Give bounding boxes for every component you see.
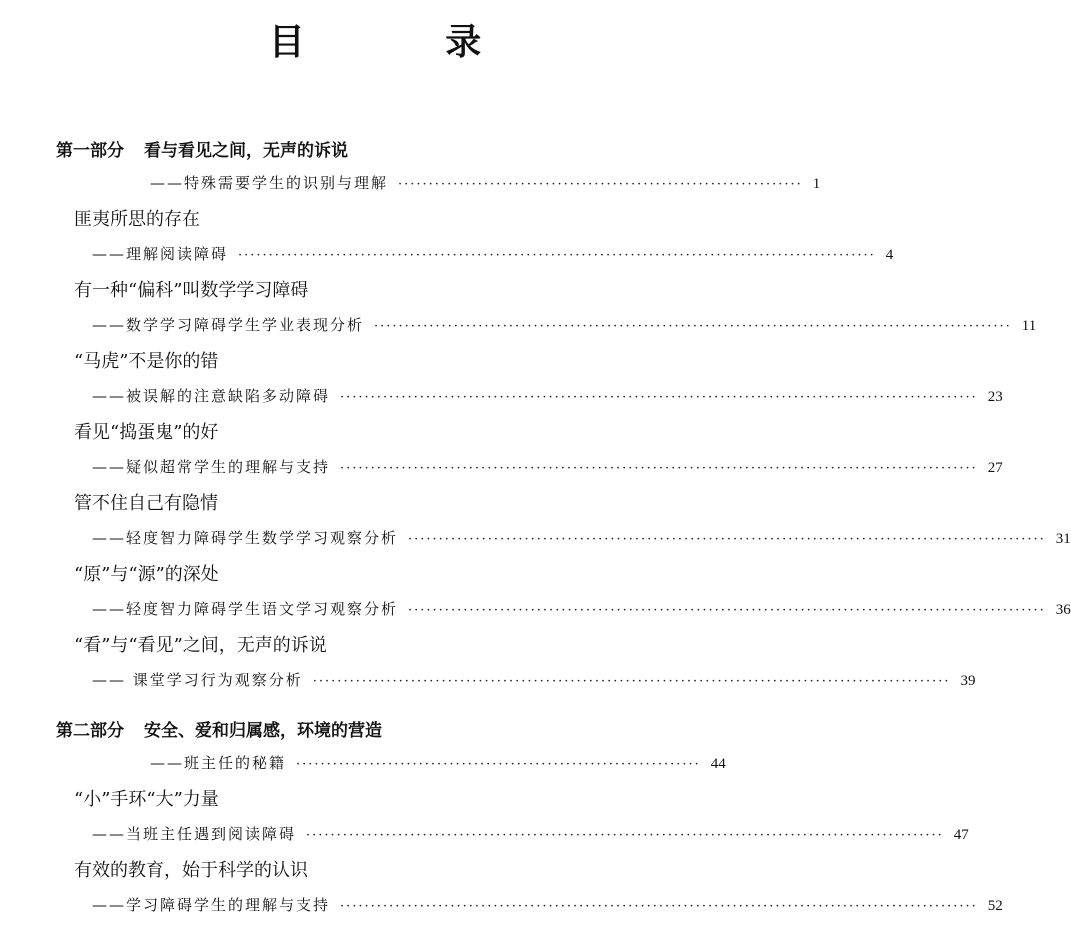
chapter-subtitle: ——数学学习障碍学生学业表现分析 (92, 316, 365, 334)
part-title: 安全、爱和归属感，环境的营造 (144, 721, 382, 741)
toc-entry[interactable] (92, 823, 969, 844)
toc-entry[interactable] (92, 456, 1003, 477)
dot-leader: ········································································································ (374, 319, 1012, 334)
chapter-title[interactable]: 管不住自己有隐情 (74, 493, 218, 514)
chapter-title[interactable]: “看”与“看见”之间，无声的诉说 (74, 635, 327, 656)
chapter-subtitle: ——当班主任遇到阅读障碍 (92, 825, 297, 843)
toc-entry[interactable] (92, 385, 1003, 406)
dot-leader: ········································································································ (340, 390, 978, 405)
part-subtitle: ——特殊需要学生的识别与理解 (150, 174, 389, 192)
chapter-title[interactable]: “小”手环“大”力量 (74, 789, 219, 810)
page-number: 52 (987, 898, 1003, 914)
dot-leader: ········································································································ (238, 248, 876, 263)
chapter-title[interactable]: 有效的教育，始于科学的认识 (74, 860, 308, 881)
page-number: 4 (885, 247, 894, 263)
page-number: 36 (1055, 602, 1071, 618)
page-number: 27 (987, 460, 1003, 476)
chapter-subtitle: ——疑似超常学生的理解与支持 (92, 458, 331, 476)
page-number: 11 (1021, 318, 1037, 334)
page-number: 23 (987, 389, 1003, 405)
chapter-title[interactable]: “原”与“源”的深处 (74, 564, 219, 585)
page-number: 39 (960, 673, 976, 689)
part-label: 第一部分 (56, 141, 124, 161)
dot-leader: ·································································· (398, 177, 803, 192)
page-title: 目 录 (268, 21, 546, 63)
part-subtitle: ——班主任的秘籍 (150, 754, 287, 772)
page-number: 1 (812, 176, 821, 192)
chapter-subtitle: —— 课堂学习行为观察分析 (92, 671, 303, 689)
chapter-title[interactable]: 匪夷所思的存在 (74, 209, 200, 230)
toc-entry[interactable] (92, 314, 1037, 335)
dot-leader: ········································································································ (340, 899, 978, 914)
toc-entry-part-2[interactable] (150, 752, 726, 773)
chapter-title[interactable]: 有一种“偏科”叫数学学习障碍 (74, 280, 309, 301)
chapter-subtitle: ——理解阅读障碍 (92, 245, 229, 263)
dot-leader: ········································································································ (340, 461, 978, 476)
chapter-subtitle: ——学习障碍学生的理解与支持 (92, 896, 331, 914)
chapter-subtitle: ——被误解的注意缺陷多动障碍 (92, 387, 331, 405)
toc-entry-part-1[interactable] (150, 172, 821, 193)
dot-leader: ········································································································ (408, 532, 1046, 547)
chapter-title[interactable]: 看见“捣蛋鬼”的好 (74, 422, 219, 443)
page-number: 44 (710, 756, 726, 772)
dot-leader: ········································································································ (312, 674, 951, 689)
chapter-subtitle: ——轻度智力障碍学生数学学习观察分析 (92, 529, 399, 547)
chapter-title[interactable]: “马虎”不是你的错 (74, 351, 219, 372)
part-header-1 (56, 136, 348, 161)
page-number: 47 (953, 827, 969, 843)
part-title: 看与看见之间，无声的诉说 (144, 141, 348, 161)
toc-entry[interactable] (92, 598, 1071, 619)
toc-entry[interactable] (92, 669, 976, 690)
chapter-subtitle: ——轻度智力障碍学生语文学习观察分析 (92, 600, 399, 618)
dot-leader: ········································································································ (306, 828, 944, 843)
dot-leader: ········································································································ (408, 603, 1046, 618)
page-number: 31 (1055, 531, 1071, 547)
toc-entry[interactable] (92, 527, 1071, 548)
toc-entry[interactable] (92, 243, 894, 264)
part-label: 第二部分 (56, 721, 124, 741)
dot-leader: ·································································· (296, 757, 701, 772)
part-header-2 (56, 716, 382, 741)
toc-entry[interactable] (92, 894, 1003, 915)
